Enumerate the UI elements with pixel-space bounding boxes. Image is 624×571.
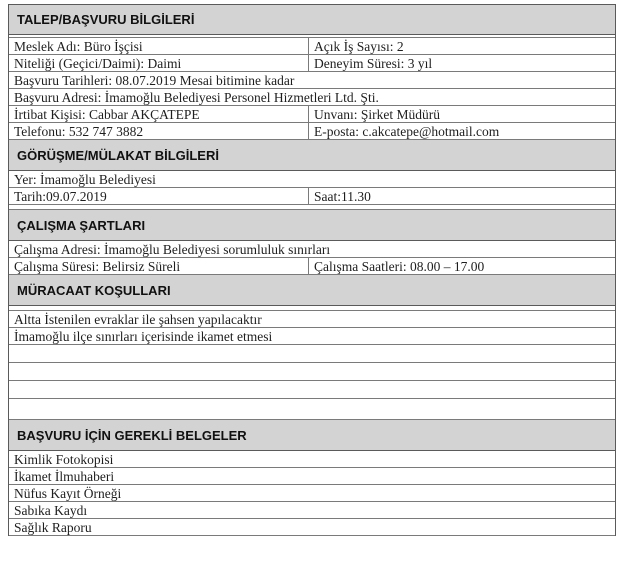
- table-row: [9, 89, 615, 106]
- calisma-suresi-field: Çalışma Süresi: Belirsiz Süreli: [9, 258, 309, 274]
- deneyim-field: Deneyim Süresi: 3 yıl: [314, 55, 433, 71]
- job-posting-form: [8, 4, 616, 536]
- calisma-adresi-field: Çalışma Adresi: İmamoğlu Belediyesi sorumluluk sınırları: [14, 241, 331, 257]
- belge-item: Nüfus Kayıt Örneği: [14, 485, 122, 501]
- empty-row: [9, 363, 615, 381]
- section-header-calisma: ÇALIŞMA ŞARTLARI: [9, 210, 615, 241]
- muracaat-item: Altta İstenilen evraklar ile şahsen yapılacaktır: [14, 311, 262, 327]
- table-row: [9, 241, 615, 258]
- table-row: [9, 171, 615, 188]
- table-row: [9, 106, 615, 123]
- belge-item: İkamet İlmuhaberi: [14, 468, 115, 484]
- belge-item: Sabıka Kaydı: [14, 502, 88, 518]
- section-header-gorusme: GÖRÜŞME/MÜLAKAT BİLGİLERİ: [9, 140, 615, 171]
- empty-row: [9, 381, 615, 399]
- acik-is-field: Açık İş Sayısı: 2: [314, 38, 404, 54]
- meslek-field: Meslek Adı: Büro İşçisi: [9, 38, 309, 54]
- calisma-saatleri-field: Çalışma Saatleri: 08.00 – 17.00: [314, 258, 485, 274]
- section-header-belgeler: BAŞVURU İÇİN GEREKLİ BELGELER: [9, 420, 615, 451]
- empty-row: [9, 345, 615, 363]
- saat-field: Saat:11.30: [314, 188, 371, 204]
- muracaat-item: İmamoğlu ilçe sınırları içerisinde ikamet etmesi: [14, 328, 273, 344]
- basvuru-tarihleri-field: Başvuru Tarihleri: 08.07.2019 Mesai bitimine kadar: [14, 72, 295, 88]
- section-header-muracaat: MÜRACAAT KOŞULLARI: [9, 275, 615, 306]
- list-item: [9, 311, 615, 328]
- list-item: [9, 328, 615, 345]
- table-row: [9, 258, 615, 275]
- spacer: [9, 399, 615, 420]
- telefon-field: Telefonu: 532 747 3882: [9, 123, 309, 139]
- basvuru-adresi-field: Başvuru Adresi: İmamoğlu Belediyesi Personel Hizmetleri Ltd. Şti.: [14, 89, 379, 105]
- belge-item: Kimlik Fotokopisi: [14, 451, 114, 467]
- table-row: [9, 72, 615, 89]
- list-item: [9, 451, 615, 468]
- unvan-field: Unvanı: Şirket Müdürü: [314, 106, 440, 122]
- eposta-field: E-posta: c.akcatepe@hotmail.com: [314, 123, 500, 139]
- irtibat-field: İrtibat Kişisi: Cabbar AKÇATEPE: [9, 106, 309, 122]
- table-row: [9, 123, 615, 140]
- list-item: [9, 519, 615, 536]
- table-row: [9, 55, 615, 72]
- list-item: [9, 485, 615, 502]
- list-item: [9, 502, 615, 519]
- belge-item: Sağlık Raporu: [14, 519, 92, 535]
- nitelik-field: Niteliği (Geçici/Daimi): Daimi: [9, 55, 309, 71]
- section-header-talep: TALEP/BAŞVURU BİLGİLERİ: [9, 5, 615, 35]
- table-row: [9, 188, 615, 205]
- tarih-field: Tarih:09.07.2019: [9, 188, 309, 204]
- table-row: [9, 38, 615, 55]
- yer-field: Yer: İmamoğlu Belediyesi: [14, 171, 156, 187]
- list-item: [9, 468, 615, 485]
